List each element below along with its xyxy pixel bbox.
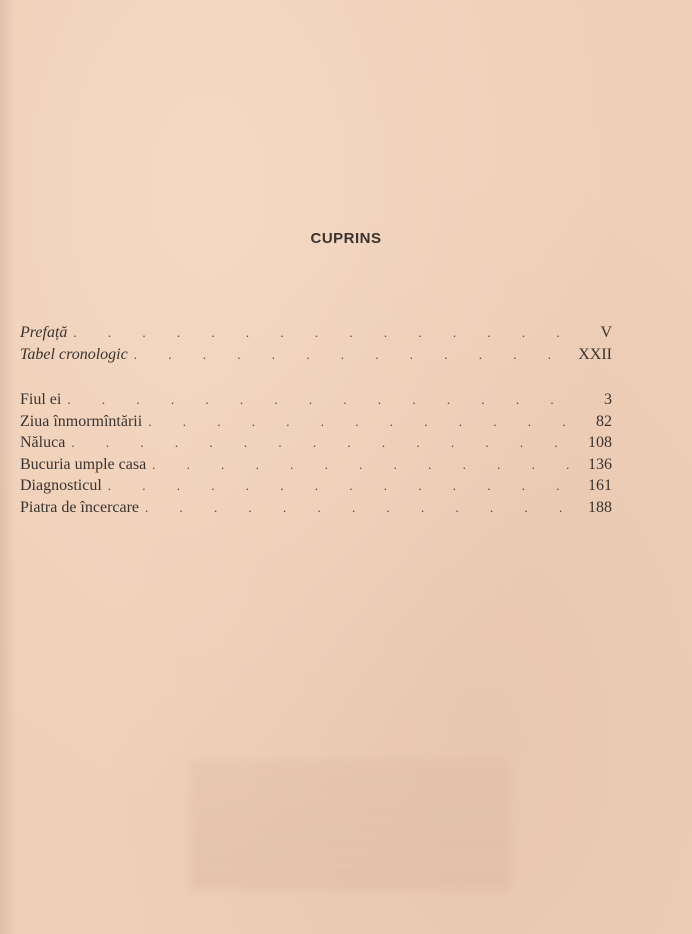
- dot-leader: [145, 500, 580, 516]
- dot-leader: [67, 392, 580, 408]
- toc-row: [20, 413, 612, 435]
- toc-entry-title: Diagnosticul: [20, 477, 102, 494]
- toc-entry-page: 108: [588, 434, 612, 451]
- bleed-through-shadow: [190, 760, 510, 890]
- toc-entry-title: Piatra de încercare: [20, 498, 140, 516]
- toc-row: [20, 391, 612, 413]
- toc-row: [20, 456, 612, 478]
- toc-entry-page: 161: [588, 477, 612, 494]
- toc-entry-page: 136: [588, 455, 612, 473]
- toc-entry-page: XXII: [578, 345, 612, 363]
- toc-entry-page: 188: [588, 498, 612, 516]
- toc-entry-page: 3: [604, 391, 612, 408]
- toc-row: [20, 477, 612, 499]
- page-edge-shadow: [0, 0, 16, 934]
- dot-leader: [108, 478, 580, 494]
- toc-row: [20, 434, 612, 456]
- dot-leader: [148, 414, 580, 430]
- toc-entry-title: Prefață: [20, 324, 68, 341]
- toc-entry-title: Ziua înmormîntării: [20, 412, 143, 430]
- toc-entry-title: Bucuria umple casa: [20, 455, 147, 473]
- dot-leader: [134, 347, 573, 363]
- toc-entry-title: Tabel cronologic: [20, 345, 128, 363]
- toc-chapters: [20, 391, 612, 520]
- page-title: CUPRINS: [310, 230, 382, 247]
- toc-row: [20, 346, 612, 368]
- dot-leader: [152, 457, 580, 473]
- dot-leader: [71, 435, 580, 451]
- dot-leader: [73, 325, 580, 341]
- toc-entry-page: V: [600, 324, 612, 341]
- toc-front-matter: [20, 324, 612, 367]
- toc-entry-page: 82: [596, 412, 612, 430]
- toc-row: [20, 499, 612, 521]
- toc-row: [20, 324, 612, 346]
- toc-entry-title: Năluca: [20, 434, 66, 451]
- toc-entry-title: Fiul ei: [20, 391, 62, 408]
